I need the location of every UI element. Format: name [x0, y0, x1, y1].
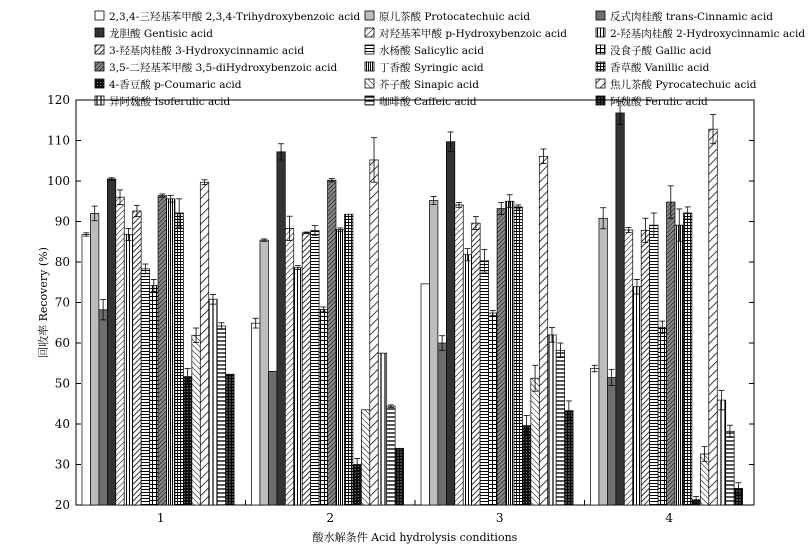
plot-area	[47, 93, 754, 525]
bar	[183, 377, 191, 505]
bar	[378, 353, 386, 505]
bar	[344, 214, 352, 505]
bar	[226, 374, 234, 505]
bar	[336, 230, 344, 505]
legend-label: 水杨酸 Salicylic acid	[379, 45, 484, 57]
bar	[319, 309, 327, 505]
legend-label: 2-羟基肉桂酸 2-Hydroxycinnamic acid	[610, 28, 806, 40]
bar	[489, 313, 497, 505]
bar	[158, 196, 166, 505]
bar	[200, 182, 208, 505]
bar	[658, 327, 666, 505]
bar	[429, 200, 437, 505]
legend-label: 3-羟基肉桂酸 3-Hydroxycinnamic acid	[109, 45, 305, 57]
bar	[599, 218, 607, 505]
legend-label: 4-香豆酸 p-Coumaric acid	[109, 79, 242, 91]
bar	[116, 197, 124, 505]
bar	[565, 411, 573, 505]
bar	[539, 156, 547, 505]
y-tick-label: 40	[54, 417, 70, 431]
x-axis-label: 酸水解条件 Acid hydrolysis conditions	[312, 531, 518, 544]
bar	[268, 371, 276, 505]
y-tick-label: 70	[54, 295, 70, 310]
legend-swatch	[596, 11, 605, 20]
bar	[667, 202, 675, 505]
bar	[217, 326, 225, 505]
bar	[260, 240, 268, 505]
bar	[124, 234, 132, 505]
bar	[99, 310, 107, 505]
legend	[95, 10, 805, 108]
legend-swatch	[365, 11, 374, 20]
x-tick-label: 4	[665, 511, 674, 525]
y-tick-label: 20	[54, 498, 70, 512]
legend-swatch	[365, 62, 374, 71]
bar	[361, 410, 369, 505]
bar	[717, 400, 725, 505]
legend-label: 3,5-二羟基苯甲酸 3,5-diHydroxybenzoic acid	[109, 62, 338, 74]
y-tick-label: 30	[54, 457, 70, 472]
legend-swatch	[365, 45, 374, 54]
bar	[446, 142, 454, 505]
legend-label: 阿魏酸 Ferulic acid	[610, 96, 708, 108]
legend-label: 原儿茶酸 Protocatechuic acid	[379, 11, 531, 23]
bar	[726, 431, 734, 505]
legend-label: 香草酸 Vanillic acid	[610, 62, 710, 74]
bar	[531, 378, 539, 505]
x-tick-label: 2	[326, 511, 335, 525]
legend-swatch	[596, 79, 605, 88]
legend-label: 反式肉桂酸 trans-Cinnamic acid	[610, 11, 773, 23]
bar	[624, 230, 632, 505]
legend-label: 焦儿茶酸 Pyrocatechuic acid	[610, 79, 757, 91]
y-tick-label: 50	[54, 376, 70, 391]
legend-label: 丁香酸 Syringic acid	[379, 62, 484, 74]
legend-label: 异阿魏酸 Isoferulic acid	[109, 96, 231, 108]
bar	[472, 223, 480, 505]
bar	[675, 225, 683, 505]
bar	[302, 233, 310, 505]
bar	[90, 213, 98, 505]
bar	[641, 230, 649, 505]
bar	[192, 335, 200, 505]
y-tick-label: 110	[47, 133, 70, 148]
bar	[616, 113, 624, 505]
bar	[506, 201, 514, 505]
bar	[497, 209, 505, 505]
bar	[133, 211, 141, 505]
bar	[167, 199, 175, 505]
bar	[548, 335, 556, 505]
bar	[607, 377, 615, 505]
bar	[150, 285, 158, 505]
bar	[514, 207, 522, 505]
legend-swatch	[95, 79, 104, 88]
y-tick-label: 120	[47, 93, 70, 107]
legend-label: 没食子酸 Gallic acid	[610, 45, 712, 57]
bar	[421, 284, 429, 505]
bar	[395, 448, 403, 505]
bar	[294, 268, 302, 505]
bar	[107, 179, 115, 505]
legend-swatch	[365, 79, 374, 88]
bar	[175, 213, 183, 505]
bar	[328, 180, 336, 505]
legend-swatch	[95, 62, 104, 71]
y-tick-label: 80	[54, 255, 70, 269]
bar	[285, 228, 293, 505]
bar	[455, 205, 463, 505]
legend-label: 咖啡酸 Caffeic acid	[379, 96, 477, 108]
legend-swatch	[596, 28, 605, 37]
y-axis-label: 回收率 Recovery (%)	[37, 247, 50, 358]
bar	[252, 323, 260, 505]
bar	[277, 152, 285, 505]
legend-label: 2,3,4-三羟基苯甲酸 2,3,4-Trihydroxybenzoic acid	[109, 11, 361, 23]
legend-label: 芥子酸 Sinapic acid	[379, 79, 479, 91]
legend-label: 对羟基苯甲酸 p-Hydroxybenzoic acid	[379, 28, 567, 40]
x-tick-label: 3	[495, 511, 504, 525]
legend-swatch	[95, 28, 104, 37]
bar	[387, 406, 395, 505]
legend-swatch	[95, 45, 104, 54]
bar	[522, 426, 530, 505]
bar	[463, 255, 471, 505]
bar	[709, 129, 717, 505]
bar	[82, 234, 90, 505]
bar	[480, 261, 488, 505]
bar	[141, 269, 149, 505]
bar	[556, 350, 564, 505]
bar	[683, 213, 691, 505]
legend-swatch	[596, 62, 605, 71]
bar	[438, 343, 446, 505]
x-tick-label: 1	[156, 511, 165, 525]
bar	[591, 369, 599, 505]
bar	[633, 287, 641, 505]
y-tick-label: 100	[47, 174, 70, 188]
legend-swatch	[596, 45, 605, 54]
legend-swatch	[95, 11, 104, 20]
y-tick-label: 90	[54, 214, 70, 229]
y-tick-label: 60	[54, 336, 70, 350]
bar	[311, 230, 319, 505]
legend-swatch	[365, 28, 374, 37]
bar	[370, 160, 378, 505]
legend-label: 龙胆酸 Gentisic acid	[109, 28, 213, 40]
bar	[209, 299, 217, 505]
bar	[650, 225, 658, 505]
